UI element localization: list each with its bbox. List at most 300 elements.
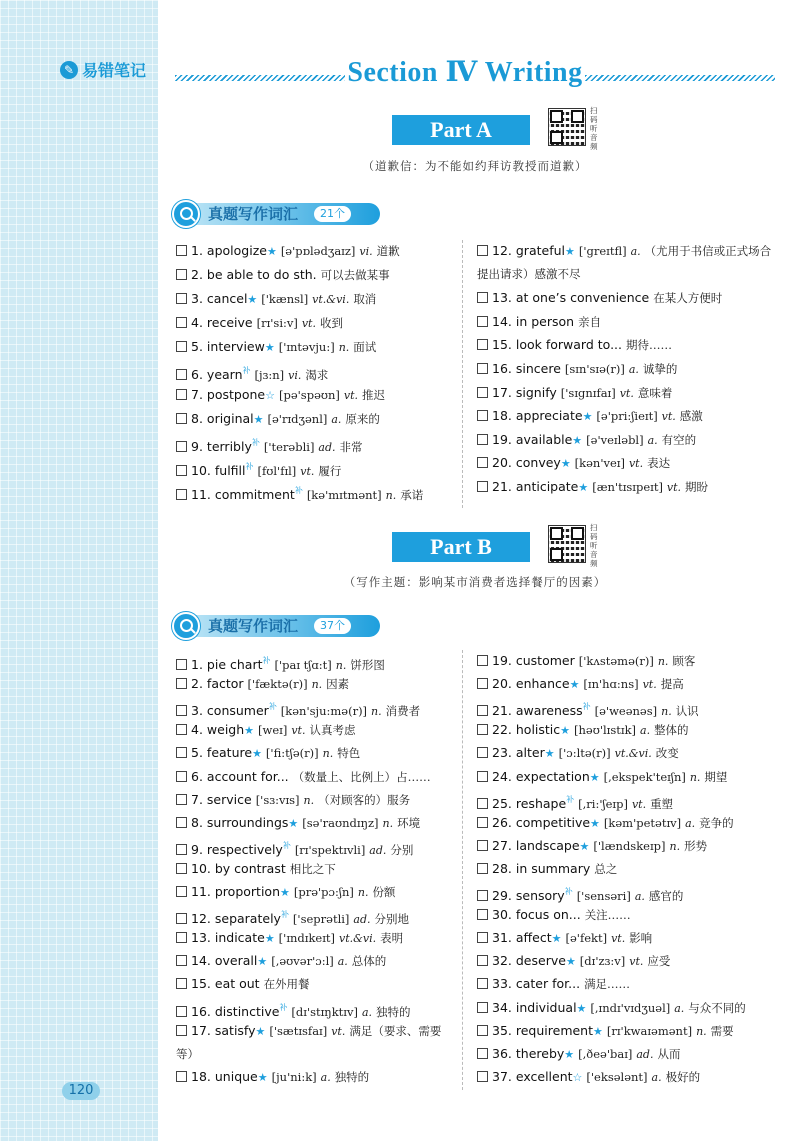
item-phonetic: [dɪ'zɜ:v] [579,954,626,969]
vocab-count-badge: 37个 [314,618,351,634]
star-icon: ★ [582,410,593,424]
item-pos: n. [371,705,382,719]
item-phonetic: [kən'sju:mə(r)] [280,704,368,719]
item-number: 19. [492,653,512,668]
item-phonetic: [ə'pri:ʃieɪt] [596,409,658,424]
item-number: 3. [191,703,203,719]
item-meaning: 应受 [647,954,671,969]
supplement-mark-icon: 补 [564,887,573,896]
item-number: 27. [492,837,512,853]
checkbox[interactable] [176,863,187,874]
vocab-item [477,904,781,926]
vocab-item [477,429,781,452]
item-pos: vt. [631,797,647,811]
item-word: awareness [515,703,583,719]
vocab-item [176,1066,458,1089]
item-number: 23. [492,745,512,761]
item-phonetic: ['eksələnt] [586,1069,648,1084]
checkbox[interactable] [176,1071,187,1082]
checkbox[interactable] [477,978,488,989]
item-meaning: 认真考虑 [309,723,356,738]
item-pos: n. [382,816,394,830]
item-pos: n. [657,655,669,668]
item-meaning: 独特的 [376,1004,411,1019]
vocab-item [176,360,458,387]
checkbox[interactable] [477,909,488,920]
qr-label: 扫码听音频 [590,523,598,568]
vocab-item [477,997,781,1020]
vocab-item [176,456,458,483]
item-phonetic: ['paɪ tʃɑ:t] [274,658,332,672]
item-meaning: 环境 [397,815,421,830]
item-word: competitive [515,814,591,830]
checkbox[interactable] [477,457,488,468]
item-number: 21. [492,479,512,494]
item-number: 22. [492,722,512,738]
section-header [175,55,775,95]
item-phonetic: ['sɜ:vɪs] [255,792,300,807]
vocab-count-badge: 21个 [314,206,351,222]
item-number: 4. [191,722,203,738]
qr-code-icon[interactable] [548,108,586,146]
checkbox[interactable] [176,269,187,280]
vocab-item [477,311,781,333]
vocab-item [477,1043,781,1066]
item-meaning: 推迟 [362,388,386,402]
qr-code-icon[interactable] [548,525,586,563]
item-meaning: 形势 [684,838,708,853]
item-meaning: 份额 [372,885,396,899]
vocab-item [176,288,458,311]
vocab-item [477,766,781,789]
item-meaning: 履行 [318,464,342,478]
item-number: 33. [492,976,512,992]
item-number: 5. [191,745,203,761]
item-pos: vt. [611,932,626,946]
item-phonetic: ['seprətli] [292,912,350,927]
item-word: by contrast [214,860,286,876]
qr-label: 扫码听音频 [590,106,598,151]
checkbox[interactable] [176,913,187,924]
item-word: apologize [206,243,267,258]
checkbox[interactable] [477,1002,488,1013]
checkbox[interactable] [477,705,488,716]
checkbox[interactable] [176,705,187,716]
item-meaning: 整体的 [654,723,689,738]
item-word: postpone [206,387,266,402]
item-phonetic: ['fi:tʃə(r)] [265,746,319,761]
star-icon: ★ [593,1024,603,1038]
vocab-item [477,334,781,356]
item-number: 13. [191,930,211,946]
checkbox[interactable] [176,465,187,476]
item-number: 11. [191,884,211,899]
item-pos: ad. [353,913,371,927]
item-number: 2. [191,267,203,282]
checkbox[interactable] [176,955,187,966]
item-number: 24. [492,768,512,784]
checkbox[interactable] [477,932,488,943]
checkbox[interactable] [176,771,187,782]
item-word: service [206,791,252,807]
item-pos: vt. [301,317,316,330]
item-word: deserve [515,953,566,969]
part-a-banner: Part A [392,115,530,145]
item-word: alter [515,745,545,761]
checkbox[interactable] [176,341,187,352]
checkbox[interactable] [477,678,488,689]
star-icon: ★ [551,932,562,946]
part-b-banner: Part B [392,532,530,562]
vocab-item [176,973,458,995]
checkbox[interactable] [176,678,187,689]
star-icon: ★ [252,747,262,761]
item-meaning: 总体的 [351,954,387,969]
checkbox[interactable] [176,659,187,670]
item-word: be able to do sth. [206,267,317,282]
checkbox[interactable] [477,655,488,666]
checkbox[interactable] [176,317,187,328]
item-word: unique [214,1068,258,1084]
vocab-title: 真题写作词汇 [208,205,299,223]
hatch-decoration-left [175,75,345,81]
vocab-item [176,927,458,950]
item-meaning: 竞争的 [699,815,734,830]
item-word: thereby [515,1045,565,1061]
item-phonetic: [æn'tɪsɪpeɪt] [592,480,663,494]
checkbox[interactable] [176,389,187,400]
part-b-subtitle: （写作主题：影响某市消费者选择餐厅的因素） [343,575,607,589]
item-pos: a. [651,1070,662,1084]
vocab-item [477,742,781,765]
item-meaning: 诚挚的 [642,362,678,376]
item-number: 21. [492,703,512,719]
item-word: pie chart [206,657,263,672]
item-meaning: 相比之下 [289,861,336,876]
item-pos: a. [634,890,645,903]
item-word: appreciate [515,408,583,424]
star-icon: ★ [579,839,590,853]
checkbox[interactable] [477,339,488,350]
checkbox[interactable] [176,844,187,855]
supplement-mark-icon: 补 [279,1002,288,1012]
checkbox[interactable] [176,817,187,828]
item-pos: ad. [636,1047,654,1061]
item-phonetic: [kə'mɪtmənt] [306,488,382,502]
vocab-item [477,927,781,950]
checkbox[interactable] [477,387,488,398]
item-number: 37. [492,1068,512,1084]
item-number: 17. [191,1022,211,1038]
item-number: 30. [492,907,512,923]
item-word: terribly [206,439,252,454]
checkbox[interactable] [477,481,488,492]
item-number: 6. [191,367,203,382]
item-pos: vt. [619,386,634,400]
item-pos: a. [628,363,639,376]
vocab-item [176,432,458,459]
item-meaning: 道歉 [376,244,400,258]
item-word: fulfill [214,463,246,478]
item-word: receive [206,315,253,330]
star-icon: ☆ [265,389,275,402]
item-meaning: 亲自 [578,314,602,329]
item-phonetic: [fʊl'fɪl] [257,464,297,478]
magnifier-icon [172,200,200,228]
star-icon: ★ [590,816,600,830]
checkbox[interactable] [176,1006,187,1017]
vocab-item [477,476,781,499]
checkbox[interactable] [477,1048,488,1059]
star-icon: ★ [589,770,600,784]
item-meaning: 提高 [660,677,684,692]
checkbox[interactable] [477,410,488,421]
star-icon: ★ [576,1001,587,1015]
item-number: 35. [492,1022,512,1038]
item-word: yearn [206,367,243,382]
checkbox[interactable] [477,363,488,374]
item-pos: n. [303,793,315,807]
item-phonetic: [sə'raʊndɪŋz] [302,815,379,830]
item-word: requirement [515,1022,594,1038]
vocab-item [176,480,458,507]
item-phonetic: [rɪ'kwaɪəmənt] [606,1023,693,1038]
checkbox[interactable] [477,1071,488,1082]
item-pos: vt. [331,1024,346,1038]
checkbox[interactable] [176,978,187,989]
part-a-left-column [176,240,456,510]
item-pos: a. [674,1001,685,1015]
item-number: 12. [191,911,211,927]
item-number: 1. [191,657,203,672]
star-icon: ★ [560,724,571,738]
item-word: sincere [515,361,561,376]
checkbox[interactable] [176,794,187,805]
vocab-item [477,405,781,428]
item-word: look forward to... [515,337,623,353]
star-icon: ★ [247,293,258,306]
item-pos: vt. [300,465,315,478]
star-icon: ★ [244,724,255,738]
item-pos: n. [357,886,369,899]
vocab-item [477,835,781,858]
sidebar-grid [0,0,158,1141]
note-label: 易错笔记 [82,61,147,80]
item-phonetic: ['sensəri] [576,889,631,903]
item-word: convey [515,455,561,471]
checkbox[interactable] [176,886,187,897]
vocab-item [176,240,458,263]
supplement-mark-icon: 补 [242,366,251,375]
star-icon: ★ [569,678,580,692]
star-icon: ★ [572,433,583,447]
item-word: consumer [206,703,269,719]
item-number: 13. [492,290,512,306]
item-number: 25. [492,795,512,811]
item-number: 10. [191,463,211,478]
checkbox[interactable] [477,434,488,445]
item-number: 2. [191,676,203,692]
checkbox[interactable] [176,245,187,256]
vocab-item [176,336,458,359]
item-phonetic: [ə'rɪdʒənl] [267,412,328,426]
checkbox[interactable] [477,724,488,735]
checkbox[interactable] [176,293,187,304]
vocab-item [176,384,458,407]
vocab-item [477,287,781,309]
item-pos: vt. [666,481,682,494]
star-icon: ★ [257,955,268,969]
item-meaning: 因素 [326,677,350,692]
item-pos: n. [335,659,347,672]
checkbox[interactable] [477,955,488,966]
checkbox[interactable] [176,441,187,452]
item-number: 5. [191,339,203,354]
item-pos: a. [640,724,651,738]
part-a-subtitle: （道歉信：为不能如约拜访教授而道歉） [362,159,588,173]
item-word: separately [214,911,281,927]
item-word: in person [515,313,575,329]
item-meaning: 总之 [594,861,618,876]
item-meaning: 表达 [647,456,671,471]
vocab-item [477,452,781,475]
item-phonetic: ['ɪndɪkeɪt] [278,931,336,946]
item-word: cancel [206,291,248,306]
vocab-item [176,673,458,696]
item-pos: vt.&vi. [614,747,652,761]
checkbox[interactable] [176,747,187,758]
checkbox[interactable] [477,1025,488,1036]
item-pos: n. [661,705,672,719]
item-pos: a. [361,1005,373,1019]
checkbox[interactable] [176,489,187,500]
item-meaning: 期待…… [626,338,672,353]
item-number: 29. [492,888,512,903]
star-icon: ★ [560,457,571,471]
vocab-item [477,812,781,835]
checkbox[interactable] [176,1025,187,1036]
checkbox[interactable] [477,747,488,758]
item-phonetic: [,ekspek'teɪʃn] [603,769,686,784]
supplement-mark-icon: 补 [251,438,260,447]
item-meaning: （尤用于书信或正式场合提出请求）感激不尽 [477,244,772,281]
item-phonetic: [rɪ'spektɪvli] [294,842,366,857]
item-meaning: 表明 [380,931,404,946]
supplement-mark-icon: 补 [245,462,254,471]
part-b-vocab-header [172,612,382,638]
item-word: affect [515,930,552,946]
item-meaning: 有空的 [661,432,697,447]
item-meaning: （数量上、比例上）占…… [292,769,431,784]
item-phonetic: [,ðeə'baɪ] [578,1046,633,1061]
item-number: 3. [191,291,203,306]
item-word: reshape [515,795,567,811]
checkbox[interactable] [176,932,187,943]
checkbox[interactable] [477,863,488,874]
supplement-mark-icon: 补 [566,794,575,804]
item-phonetic: [,əʊvər'ɔ:l] [271,954,334,969]
item-meaning: 需要 [710,1023,734,1038]
item-meaning: 与众不同的 [688,1000,746,1015]
item-meaning: 可以去做某事 [320,268,390,282]
item-word: available [515,431,573,447]
item-number: 8. [191,411,203,426]
star-icon: ★ [565,245,575,258]
checkbox[interactable] [477,292,488,303]
vocab-item [176,950,458,973]
item-phonetic: [dɪ'stɪŋktɪv] [291,1004,358,1019]
item-phonetic: ['ɔ:ltə(r)] [558,746,611,761]
checkbox[interactable] [477,316,488,327]
item-number: 12. [492,243,512,258]
vocab-item [477,358,781,381]
item-word: holistic [515,722,561,738]
item-meaning: 满足…… [584,977,631,992]
item-word: satisfy [214,1022,256,1038]
item-phonetic: ['greɪtfl] [578,244,627,258]
item-meaning: 从而 [657,1046,681,1061]
part-b-left-column [176,650,458,1090]
vocab-item [477,858,781,880]
item-phonetic: [ə'pɒlədʒaɪz] [280,244,356,258]
vocab-item [176,264,458,286]
item-pos: a. [320,1070,331,1084]
item-meaning: 期盼 [685,480,709,494]
checkbox[interactable] [477,890,488,901]
item-word: interview [206,339,265,354]
item-word: indicate [214,930,265,946]
item-meaning: 分别地 [374,912,409,927]
checkbox[interactable] [176,369,187,380]
vocab-item [477,673,781,696]
item-word: expectation [515,768,590,784]
checkbox[interactable] [477,798,488,809]
item-number: 18. [492,408,512,424]
item-meaning: 特色 [337,746,361,761]
checkbox[interactable] [477,245,488,256]
vocab-item [176,312,458,335]
vocab-item [176,1020,458,1065]
item-word: respectively [206,841,283,857]
item-pos: vt.&vi. [312,293,350,306]
item-pos: vt. [343,389,359,402]
item-phonetic: [ə'veɪləbl] [586,432,644,447]
page-number: 120 [62,1082,100,1100]
item-phonetic: ['sætɪsfaɪ] [269,1023,328,1038]
checkbox[interactable] [477,840,488,851]
item-pos: vi. [288,369,302,382]
item-pos: n. [338,341,350,354]
magnifier-icon [172,612,200,640]
checkbox[interactable] [477,771,488,782]
star-icon: ★ [266,245,277,258]
item-phonetic: ['fæktə(r)] [247,677,308,692]
checkbox[interactable] [477,817,488,828]
item-number: 4. [191,315,203,330]
item-meaning: 取消 [353,292,377,306]
item-word: in summary [515,860,591,876]
star-icon: ★ [288,816,299,830]
vocab-item [477,1066,781,1089]
supplement-mark-icon: 补 [282,840,291,850]
checkbox[interactable] [176,724,187,735]
item-pos: vt. [642,678,657,692]
checkbox[interactable] [176,413,187,424]
item-pos: vi. [359,245,373,258]
item-word: distinctive [214,1003,280,1019]
item-meaning: 顾客 [672,654,696,668]
vocab-title: 真题写作词汇 [208,617,299,635]
